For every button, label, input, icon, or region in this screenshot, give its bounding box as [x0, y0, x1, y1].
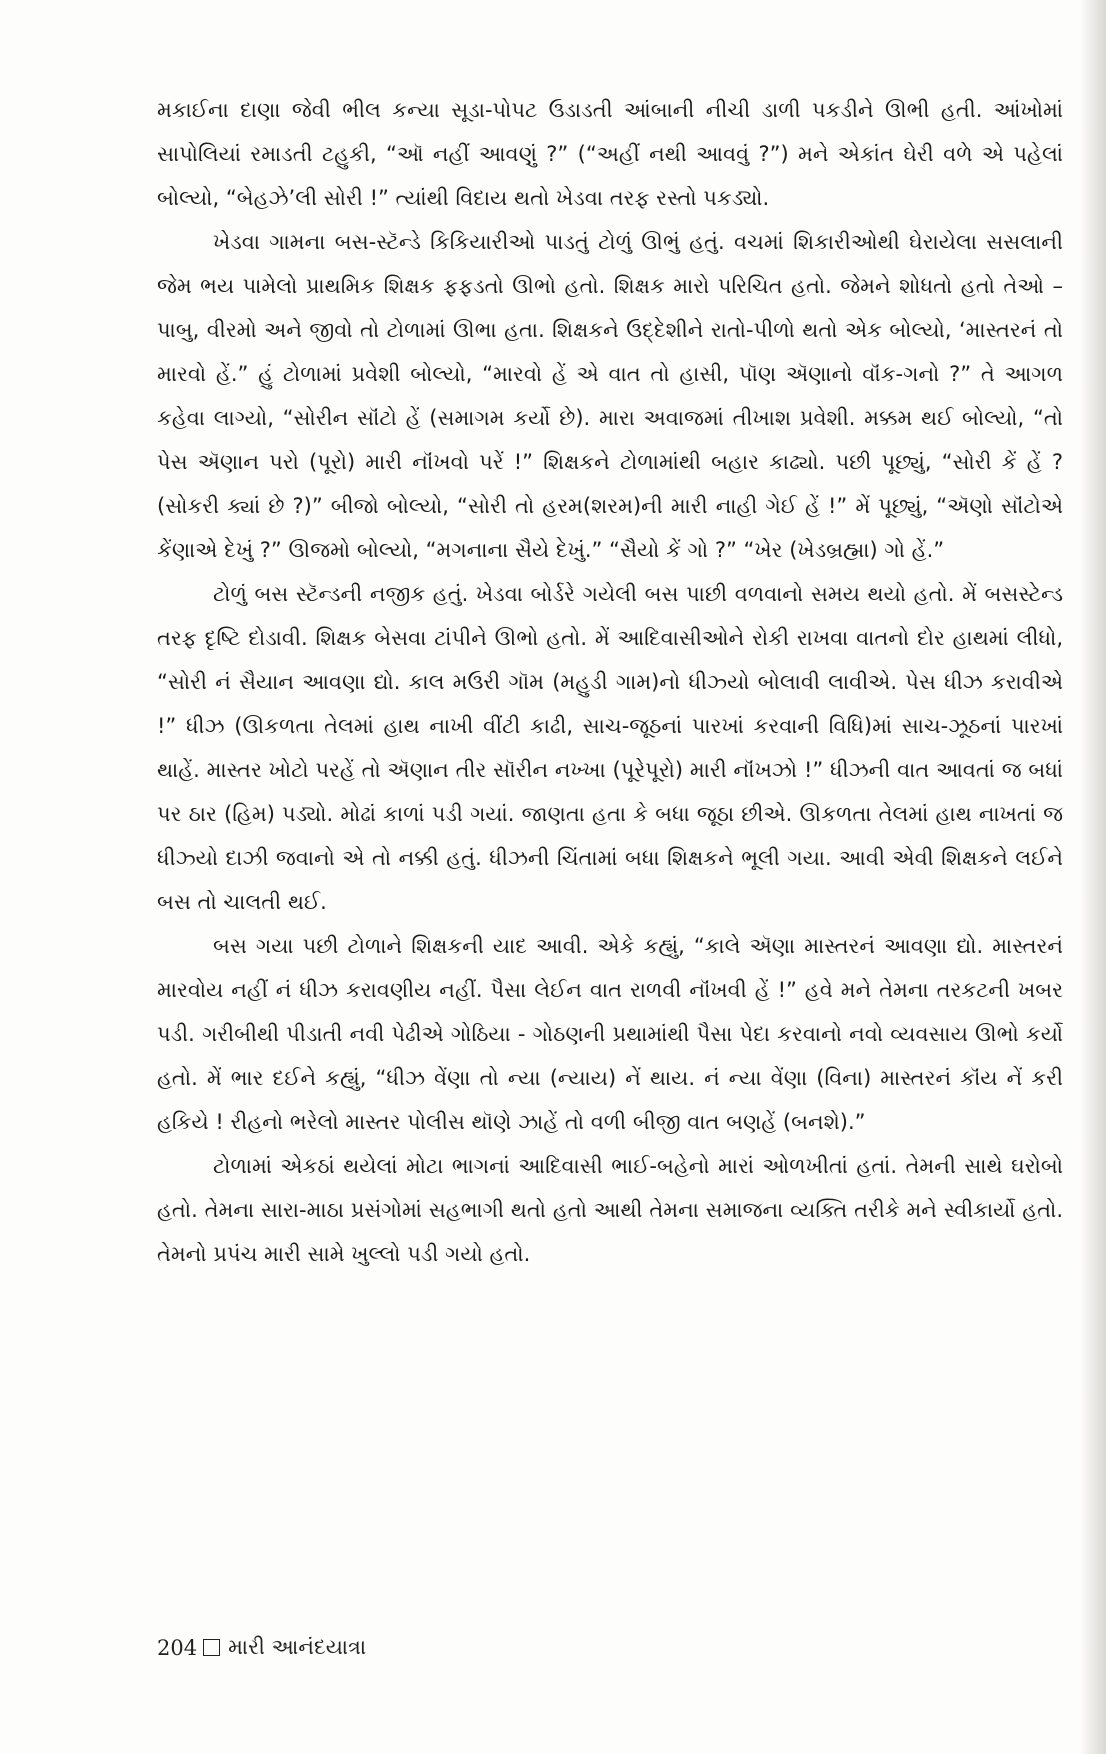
page-footer [157, 1635, 366, 1660]
book-title: મારી આનંદયાત્રા [228, 1635, 367, 1659]
page-number: 204 [157, 1635, 198, 1660]
paragraph-1: મકાઈના દાણા જેવી ભીલ કન્યા સૂડા-પોપટ ઉડાડતી આંબાની નીચી ડાળી પકડીને ઊભી હતી. આંખોમાં સાપોલિયાં રમાડતી ટહુકી, “ઑ નહીં આવણું ?” (“અહીં નથી આવવું ?”) મને એકાંત ઘેરી વળે એ પહેલાં બોલ્યો, “બેહઝે’લી સોરી !” ત્યાંથી વિદાય થતો ખેડવા તરફ રસ્તો પકડ્યો. [157, 98, 1063, 210]
page-body [157, 88, 1063, 1276]
square-separator-icon [203, 1639, 220, 1656]
paragraph-2: ખેડવા ગામના બસ-સ્ટૅન્ડે કિકિયારીઓ પાડતું ટોળું ઊભું હતું. વચમાં શિકારીઓથી ઘેરાયેલા સસલાની જેમ ભય પામેલો પ્રાથમિક શિક્ષક ફફડતો ઊભો હતો. શિક્ષક મારો પરિચિત હતો. જેમને શોધતો હતો તેઓ – પાબુ, વીરમો અને જીવો તો ટોળામાં ઊભા હતા. શિક્ષકને ઉદ્દેશીને રાતો-પીળો થતો એક બોલ્યો, ‘માસ્તરનં તો મારવો હેં.” હું ટોળામાં પ્રવેશી બોલ્યો, “મારવો હેં એ વાત તો હાસી, પૉણ ઍણાનો વૉંક-ગનો ?” તે આગળ કહેવા લાગ્યો, “સોરીન સૉંટો હેં (સમાગમ કર્યો છે). મારા અવાજમાં તીખાશ પ્રવેશી. મક્કમ થઈ બોલ્યો, “તો પેસ ઍણાન પરો (પૂરો) મારી નૉંખવો પરેં !” શિક્ષકને ટોળામાંથી બહાર કાઢ્યો. પછી પૂછ્યું, “સોરી કેં હેં ? (સોકરી ક્યાં છે ?)” બીજો બોલ્યો, “સોરી તો હરમ(શરમ)ની મારી નાહી ગેઈ હેં !” મેં પૂછ્યું, “ઍણો સૉંટોએ કેંણાએ દેખું ?” ઊજમો બોલ્યો, “મગનાના સૈયે દેખું.” “સૈયો કેં ગો ?” “ખેર (ખેડબ્રહ્મા) ગો હેં.” [157, 230, 1063, 562]
page-edge-shadow [1080, 0, 1106, 1754]
paragraph-5: ટોળામાં એકઠાં થયેલાં મોટા ભાગનાં આદિવાસી ભાઈ-બહેનો મારાં ઓળખીતાં હતાં. તેમની સાથે ઘરોબો હતો. તેમના સારા-માઠા પ્રસંગોમાં સહભાગી થતો હતો આથી તેમના સમાજના વ્યક્તિ તરીકે મને સ્વીકાર્યો હતો. તેમનો પ્રપંચ મારી સામે ખુલ્લો પડી ગયો હતો. [157, 1154, 1063, 1266]
paragraph-4: બસ ગયા પછી ટોળાને શિક્ષકની યાદ આવી. એકે કહ્યું, “કાલે ઍણા માસ્તરનં આવણા દ્યો. માસ્તરનં મારવોય નહીં નં ધીઝ કરાવણીય નહીં. પૈસા લેઈન વાત રાળવી નૉંખવી હેં !” હવે મને તેમના તરકટની ખબર પડી. ગરીબીથી પીડાતી નવી પેઢીએ ગોઠિયા - ગોઠણની પ્રથામાંથી પૈસા પેદા કરવાનો નવો વ્યવસાય ઊભો કર્યો હતો. મેં ભાર દઈને કહ્યું, “ધીઝ વેંણા તો ન્યા (ન્યાય) નેં થાય. નં ન્યા વેંણા (વિના) માસ્તરનં કૉંય નેં કરી હકિયે ! રીહનો ભરેલો માસ્તર પોલીસ થૉણે ઝાહેં તો વળી બીજી વાત બણહેં (બનશે).” [157, 934, 1063, 1134]
paragraph-3: ટોળું બસ સ્ટૅન્ડની નજીક હતું. ખેડવા બોર્ડરે ગયેલી બસ પાછી વળવાનો સમય થયો હતો. મેં બસસ્ટેન્ડ તરફ દૃષ્ટિ દોડાવી. શિક્ષક બેસવા ટાંપીને ઊભો હતો. મેં આદિવાસીઓને રોકી રાખવા વાતનો દોર હાથમાં લીધો, “સોરી નં સૈયાન આવણા દ્યો. કાલ મઉરી ગૉમ (મહુડી ગામ)નો ધીઝ્યો બોલાવી લાવીએ. પેસ ધીઝ કરાવીએ !” ધીઝ (ઊકળતા તેલમાં હાથ નાખી વીંટી કાઢી, સાચ-જૂઠનાં પારખાં કરવાની વિધિ)માં સાચ-ઝૂઠનાં પારખાં થાહેં. માસ્તર ખોટો પરહેં તો ઍણાન તીર સૉરીન નખ્ખા (પૂરેપૂરો) મારી નૉંખઝો !” ધીઝની વાત આવતાં જ બધાં પર ઠાર (હિમ) પડ્યો. મોઢાં કાળાં પડી ગયાં. જાણતા હતા કે બધા જૂઠા છીએ. ઊકળતા તેલમાં હાથ નાખતાં જ ધીઝ્યો દાઝી જવાનો એ તો નક્કી હતું. ધીઝની ચિંતામાં બધા શિક્ષકને ભૂલી ગયા. આવી એવી શિક્ષકને લઈને બસ તો ચાલતી થઈ. [157, 582, 1063, 914]
